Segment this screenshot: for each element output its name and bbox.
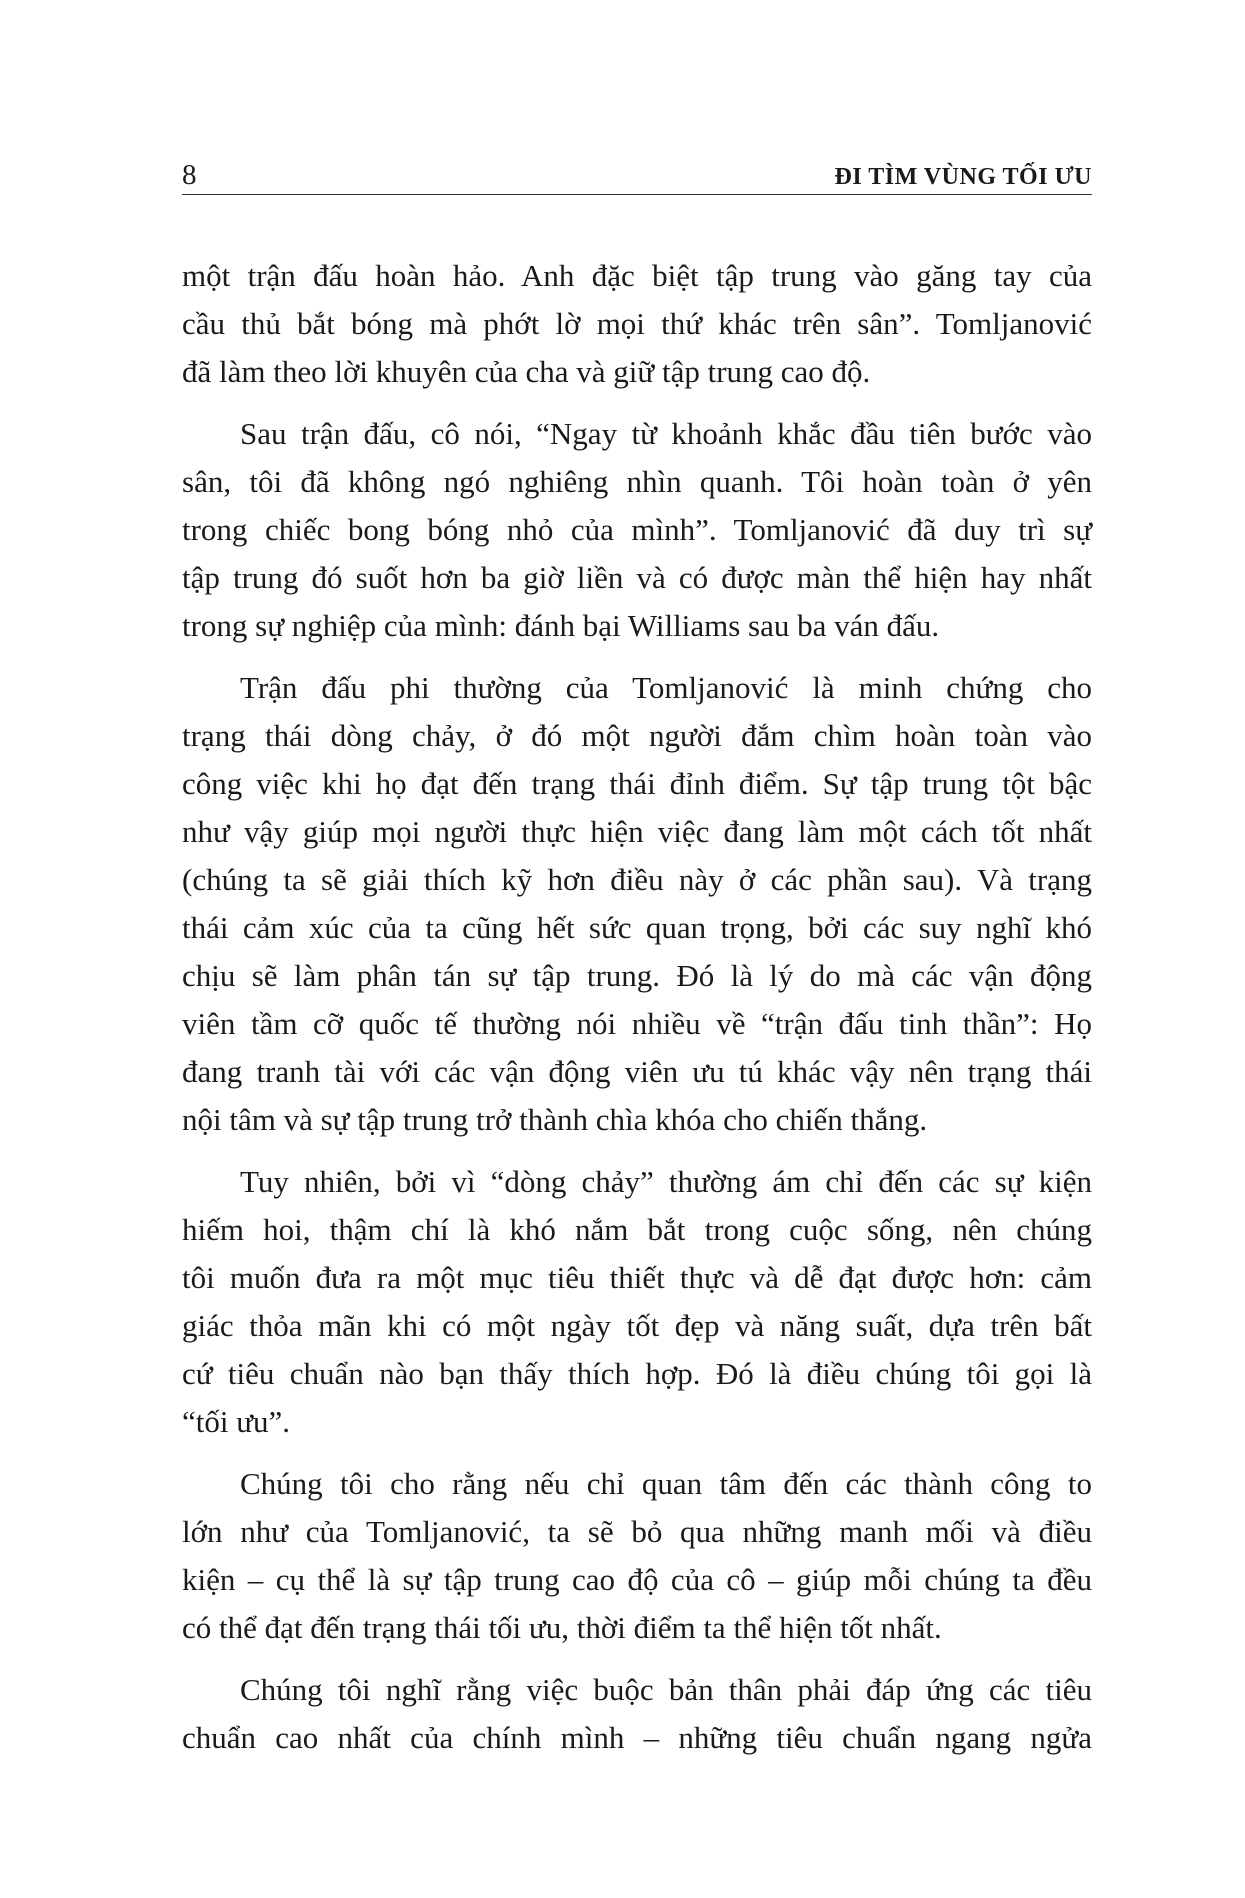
text-line: sân, tôi đã không ngó nghiêng nhìn quanh. Tôi hoàn toàn ở yên	[182, 464, 1092, 499]
paragraph-6	[182, 1666, 1092, 1762]
text-line: trạng thái dòng chảy, ở đó một người đắm chìm hoàn toàn vào	[182, 718, 1092, 753]
text-line: có thể đạt đến trạng thái tối ưu, thời điểm ta thể hiện tốt nhất.	[182, 1610, 942, 1645]
text-line: trong sự nghiệp của mình: đánh bại Williams sau ba ván đấu.	[182, 608, 940, 643]
paragraph-2	[182, 410, 1092, 650]
text-line: cứ tiêu chuẩn nào bạn thấy thích hợp. Đó là điều chúng tôi gọi là	[182, 1356, 1092, 1391]
text-line: Chúng tôi cho rằng nếu chỉ quan tâm đến các thành công to	[240, 1466, 1092, 1501]
text-line: cầu thủ bắt bóng mà phớt lờ mọi thứ khác trên sân”. Tomljanović	[182, 306, 1092, 341]
text-line: Tuy nhiên, bởi vì “dòng chảy” thường ám chỉ đến các sự kiện	[240, 1164, 1092, 1199]
text-line: Chúng tôi nghĩ rằng việc buộc bản thân phải đáp ứng các tiêu	[240, 1672, 1092, 1707]
body-text	[182, 252, 1092, 1776]
text-line: chuẩn cao nhất của chính mình – những tiêu chuẩn ngang ngửa	[182, 1720, 1092, 1755]
text-line: hiếm hoi, thậm chí là khó nắm bắt trong cuộc sống, nên chúng	[182, 1212, 1092, 1247]
text-line: nội tâm và sự tập trung trở thành chìa khóa cho chiến thắng.	[182, 1102, 928, 1137]
paragraph-1	[182, 252, 1092, 396]
text-line: Sau trận đấu, cô nói, “Ngay từ khoảnh khắc đầu tiên bước vào	[240, 416, 1092, 451]
text-line: viên tầm cỡ quốc tế thường nói nhiều về “trận đấu tinh thần”: Họ	[182, 1006, 1092, 1041]
text-line: công việc khi họ đạt đến trạng thái đỉnh điểm. Sự tập trung tột bậc	[182, 766, 1092, 801]
text-line: một trận đấu hoàn hảo. Anh đặc biệt tập trung vào găng tay của	[182, 258, 1092, 293]
running-title: ĐI TÌM VÙNG TỐI ƯU	[834, 164, 1092, 190]
text-line: lớn như của Tomljanović, ta sẽ bỏ qua những manh mối và điều	[182, 1514, 1092, 1549]
text-line: kiện – cụ thể là sự tập trung cao độ của cô – giúp mỗi chúng ta đều	[182, 1562, 1092, 1597]
text-line: tôi muốn đưa ra một mục tiêu thiết thực và dễ đạt được hơn: cảm	[182, 1260, 1092, 1295]
paragraph-3	[182, 664, 1092, 1144]
text-line: thái cảm xúc của ta cũng hết sức quan trọng, bởi các suy nghĩ khó	[182, 910, 1092, 945]
text-line: “tối ưu”.	[182, 1404, 291, 1439]
text-line: giác thỏa mãn khi có một ngày tốt đẹp và năng suất, dựa trên bất	[182, 1308, 1092, 1343]
text-line: tập trung đó suốt hơn ba giờ liền và có được màn thể hiện hay nhất	[182, 560, 1092, 595]
paragraph-4	[182, 1158, 1092, 1446]
text-line: trong chiếc bong bóng nhỏ của mình”. Tomljanović đã duy trì sự	[182, 512, 1092, 547]
text-line: (chúng ta sẽ giải thích kỹ hơn điều này ở các phần sau). Và trạng	[182, 862, 1092, 897]
page-number: 8	[182, 159, 197, 191]
text-line: như vậy giúp mọi người thực hiện việc đang làm một cách tốt nhất	[182, 814, 1092, 849]
text-line: đã làm theo lời khuyên của cha và giữ tập trung cao độ.	[182, 354, 871, 389]
paragraph-5	[182, 1460, 1092, 1652]
text-line: chịu sẽ làm phân tán sự tập trung. Đó là lý do mà các vận động	[182, 958, 1092, 993]
text-line: đang tranh tài với các vận động viên ưu tú khác vậy nên trạng thái	[182, 1054, 1092, 1089]
page-header	[182, 158, 1092, 195]
text-line: Trận đấu phi thường của Tomljanović là minh chứng cho	[240, 670, 1092, 705]
